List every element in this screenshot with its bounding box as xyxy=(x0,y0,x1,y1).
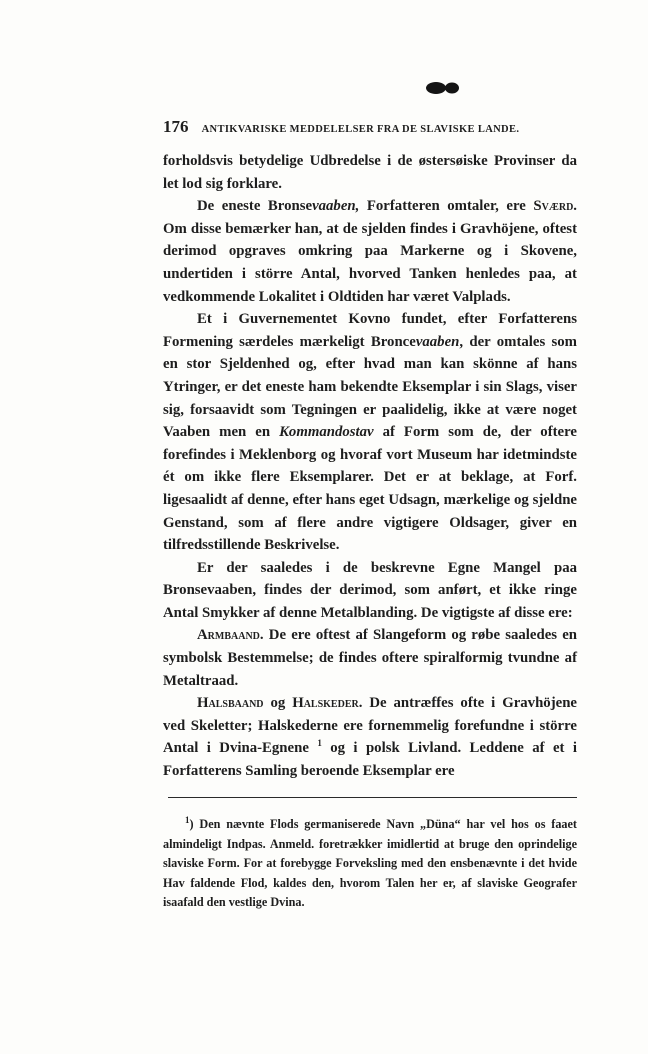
footnote-paragraph xyxy=(163,815,577,913)
italic-term: vaaben, xyxy=(312,198,360,215)
text-run: , der omtales som en stor Sjeldenhed og, efter hvad man kan skönne af hans Ytringer, er det eneste ham bekendte Eksemplar i sin Slags, viser sig, forsaavidt som Tegningen er paalidelig, ikke at være noget Vaaben men en xyxy=(163,333,577,441)
page-number: 176 xyxy=(163,117,189,136)
text-run: De eneste Bronse xyxy=(197,198,313,215)
footnote-marker: 1 xyxy=(185,814,190,825)
text-run: og xyxy=(263,695,293,712)
page-header xyxy=(163,117,583,139)
body-text xyxy=(163,150,577,783)
paragraph xyxy=(163,624,577,692)
paragraph xyxy=(163,692,577,782)
italic-term: Kommandostav xyxy=(279,424,374,441)
text-run: af Form som de, der oftere forefindes i Meklenborg og hvoraf vort Museum har idetmindste ét om ikke flere Eksemplarer. Det er at beklage, at Forf. ligesaalidt af denne, efter hans eget Udsagn, mærkelige og sjeldne Genstand, som af flere andre vigtigere Oldsager, giver en tilfredsstillende Beskrivelse. xyxy=(163,424,577,554)
running-head: ANTIKVARISKE MEDDELELSER FRA DE SLAVISKE LANDE. xyxy=(201,124,520,135)
text-run: Forfatteren omtaler, ere xyxy=(359,198,534,215)
smallcaps-term: Armbaand. xyxy=(197,627,264,644)
smallcaps-term: Sværd. xyxy=(533,198,577,215)
paragraph xyxy=(163,195,577,308)
footnote-divider xyxy=(168,797,577,798)
text-run: og i polsk Livland. Leddene af et i Forfatterens Samling beroende Eksemplar ere xyxy=(163,740,577,780)
footnote xyxy=(163,815,577,913)
smallcaps-term: Halsbaand xyxy=(197,695,264,712)
paragraph xyxy=(163,308,577,557)
text-run: Et i Guvernementet Kovno fundet, efter Forfatterens Formening særdeles mærkeligt Bronce xyxy=(163,311,577,350)
footnote-text: ) Den nævnte Flods germaniserede Navn „Düna“ har vel hos os faaet almindeligt Indpas. Anmeld. foretrækker imidlertid at bruge den oprindelige slaviske Form. For at forebygge Forveksling med den ensbenævnte i det hvide Hav faldende Flod, kaldes den, hvorom Talen her er, af slaviske Geografer isaafald den vestlige Dvina. xyxy=(163,817,577,910)
smallcaps-term: Halskeder. xyxy=(292,695,363,712)
text-run: Om disse bemærker han, at de sjelden findes i Gravhöjene, oftest derimod opgraves omkring paa Markerne og i Skovene, undertiden i större Antal, hvorved Tanken henledes paa, at vedkommende Lokalitet i Oldtiden har været Valplads. xyxy=(163,220,577,305)
text-run: De antræffes ofte i Gravhöjene ved Skeletter; Halskederne ere fornemmelig forefundne i större Antal i Dvina-Egnene xyxy=(163,695,578,757)
paragraph xyxy=(163,557,577,625)
text-run: Er der saaledes i de beskrevne Egne Mangel paa Bronsevaaben, findes der derimod, som anført, et ikke ringe Antal Smykker af denne Metalblanding. De vigtigste af disse ere: xyxy=(163,559,577,621)
text-run: forholdsvis betydelige Udbredelse i de østersøiske Provinser da let lod sig forklare. xyxy=(163,153,577,192)
text-run: De ere oftest af Slangeform og røbe saaledes en symbolsk Bestemmelse; de findes oftere spiralformig tvundne af Metaltraad. xyxy=(163,627,577,689)
italic-term: vaaben xyxy=(415,333,460,350)
ink-blot xyxy=(425,80,461,96)
paragraph xyxy=(163,150,577,195)
footnote-ref[interactable]: 1 xyxy=(317,738,322,749)
